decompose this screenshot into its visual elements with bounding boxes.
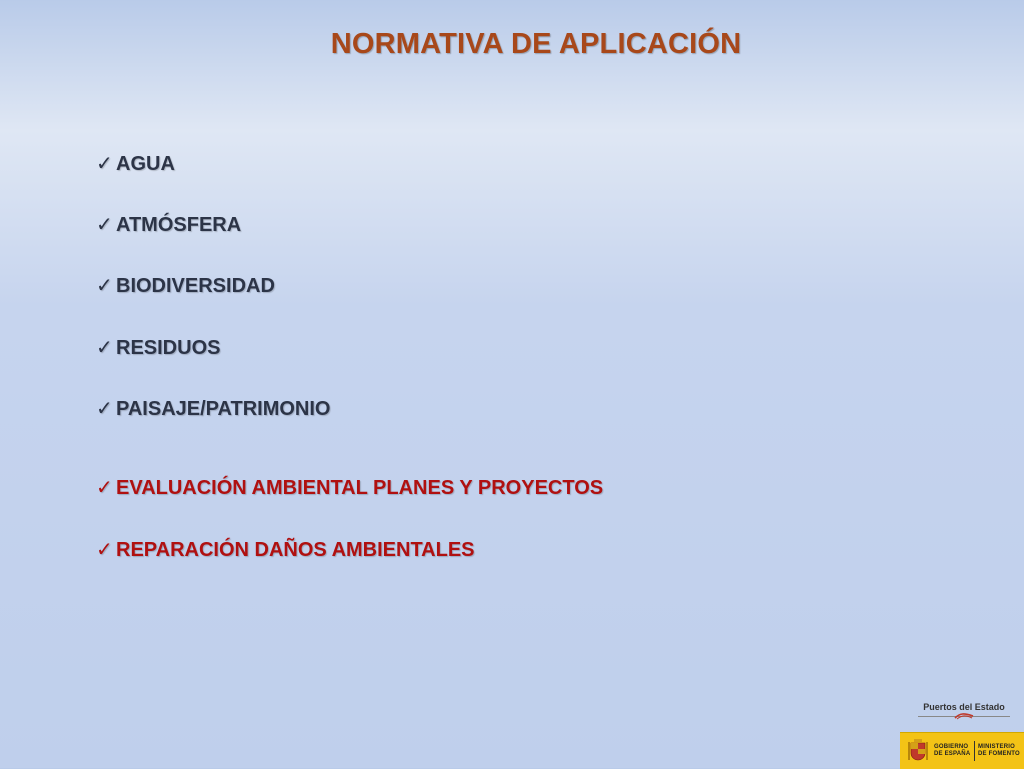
checkmark-icon: ✓ [96,398,113,420]
list-item-label: RESIDUOS [116,337,221,359]
brand-name: Puertos del Estado [923,702,1005,712]
list-item-label: REPARACIÓN DAÑOS AMBIENTALES [116,539,475,561]
list-item-biodiversidad [96,273,275,298]
list-item-label: EVALUACIÓN AMBIENTAL PLANES Y PROYECTOS [116,477,604,499]
list-item-agua [96,151,175,176]
checkmark-icon: ✓ [96,539,113,561]
checkmark-icon: ✓ [96,337,113,359]
list-item-label: PAISAJE/PATRIMONIO [116,398,331,420]
list-item-paisaje-patrimonio [96,396,330,421]
swoosh-icon [954,712,974,720]
list-item-residuos [96,335,220,360]
checkmark-icon: ✓ [96,153,113,175]
page-title: NORMATIVA DE APLICACIÓN [330,28,742,60]
government-footer-strip [900,732,1024,769]
checkmark-icon: ✓ [96,214,113,236]
footer-divider [974,741,975,761]
list-item-atmosfera [96,212,241,237]
list-item-label: BIODIVERSIDAD [116,275,275,297]
puertos-del-estado-logo [912,702,1016,724]
list-item-reparacion-danos [96,537,475,562]
list-item-label: ATMÓSFERA [116,214,242,236]
ministerio-label: MINISTERIO DE FOMENTO [978,744,1020,757]
coat-of-arms-icon [908,739,928,763]
gobierno-label: GOBIERNO DE ESPAÑA [934,744,971,757]
list-item-evaluacion-ambiental [96,475,603,500]
list-item-label: AGUA [116,153,175,175]
checkmark-icon: ✓ [96,275,113,297]
checkmark-icon: ✓ [96,477,113,499]
